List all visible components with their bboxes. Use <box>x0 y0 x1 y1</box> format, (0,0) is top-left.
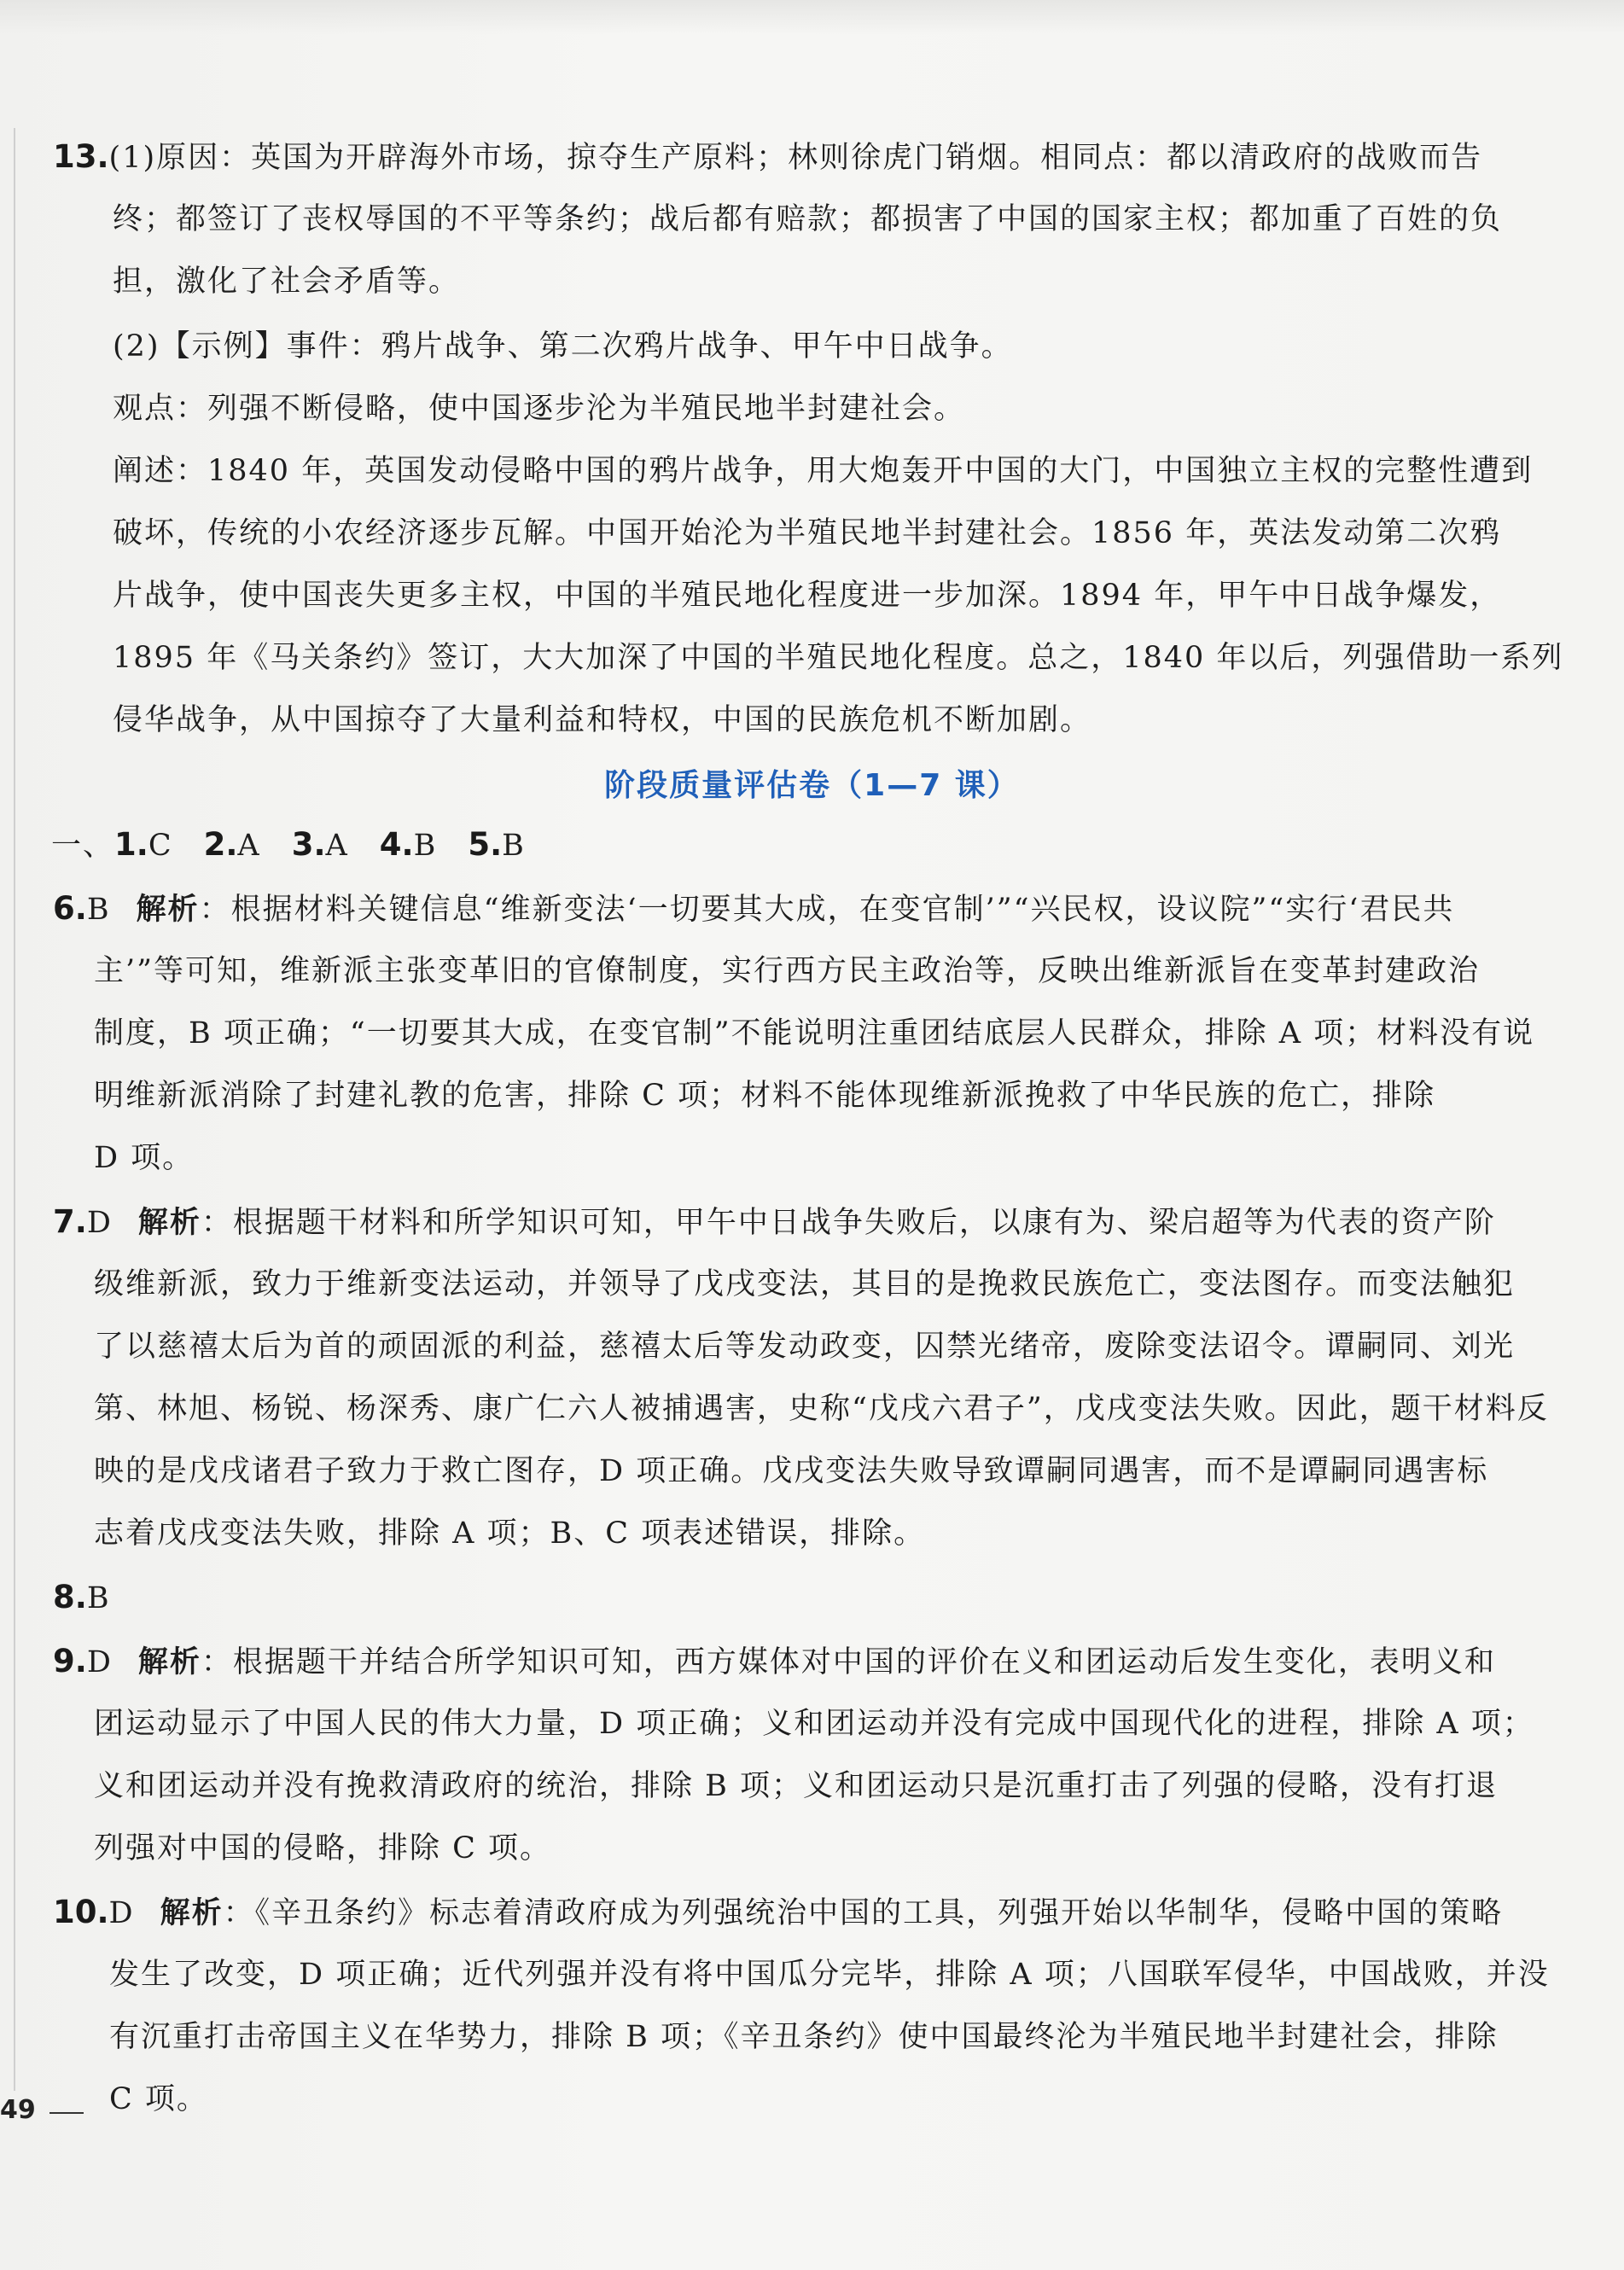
question-8: 8.B <box>53 1579 111 1615</box>
q9-line-1: 9.D 解析：根据题干并结合所学知识可知，西方媒体对中国的评价在义和团运动后发生变化，表明义和 <box>53 1643 1496 1679</box>
q10-line-2: 发生了改变，D 项正确；近代列强并没有将中国瓜分完毕，排除 A 项；八国联军侵华，中国战败，并没 <box>109 1958 1550 1992</box>
q9-line-2: 团运动显示了中国人民的伟大力量，D 项正确；义和团运动并没有完成中国现代化的进程，排除 A 项； <box>94 1707 1534 1741</box>
analysis-label: 解析 <box>137 1645 201 1679</box>
q13-line-2: 终；都签订了丧权辱国的不平等条约；战后都有赔款；都损害了中国的国家主权；都加重了百姓的负 <box>113 202 1503 236</box>
q13-line-7: 破坏，传统的小农经济逐步瓦解。中国开始沦为半殖民地半封建社会。1856 年，英法发动第二次鸦 <box>113 516 1502 550</box>
q6-line-3: 制度，B 项正确；“一切要其大成，在变官制”不能说明注重团结底层人民群众，排除 A 项；材料没有说 <box>94 1016 1535 1051</box>
q7-line-5: 映的是戊戌诸君子致力于救亡图存，D 项正确。戊戌变法失败导致谭嗣同遇害，而不是谭嗣同遇害标 <box>94 1454 1489 1488</box>
q7-line-3: 了以慈禧太后为首的顽固派的利益，慈禧太后等发动政变，囚禁光绪帝，废除变法诏令。谭嗣同、刘光 <box>94 1330 1516 1364</box>
q7-line-4: 第、林旭、杨锐、杨深秀、康广仁六人被捕遇害，史称“戊戌六君子”，戊戌变法失败。因此，题干材料反 <box>94 1392 1549 1426</box>
q13-line-5: 观点：列强不断侵略，使中国逐步沦为半殖民地半封建社会。 <box>113 392 966 426</box>
q6-line-5: D 项。 <box>94 1141 195 1175</box>
q13-number: 13. <box>53 138 109 175</box>
q13-line-3: 担，激化了社会矛盾等。 <box>113 265 461 299</box>
margin-rule <box>14 128 15 2091</box>
q13-line-9: 1895 年《马关条约》签订，大大加深了中国的半殖民地化程度。总之，1840 年以后，列强借助一系列 <box>113 641 1564 675</box>
q10-line-1: 10.D 解析：《辛丑条约》标志着清政府成为列强统治中国的工具，列强开始以华制华，侵略中国的策略 <box>53 1894 1504 1930</box>
q13-line-4: (2)【示例】事件：鸦片战争、第二次鸦片战争、甲午中日战争。 <box>113 329 1013 364</box>
q7-line-2: 级维新派，致力于维新变法运动，并领导了戊戌变法，其目的是挽救民族危亡，变法图存。而变法触犯 <box>94 1267 1516 1301</box>
q6-line-2: 主’”等可知，维新派主张变革旧的官僚制度，实行西方民主政治等，反映出维新派旨在变革封建政治 <box>94 954 1481 988</box>
q13-line-10: 侵华战争，从中国掠夺了大量利益和特权，中国的民族危机不断加剧。 <box>113 703 1092 737</box>
q1-5-answers: 一、1.C 2.A 3.A 4.B 5.B <box>51 826 526 863</box>
part-prefix: 一、 <box>51 829 115 863</box>
q7-line-6: 志着戊戌变法失败，排除 A 项；B、C 项表述错误，排除。 <box>94 1516 926 1551</box>
q13-line-8: 片战争，使中国丧失更多主权，中国的半殖民地化程度进一步加深。1894 年，甲午中日战争爆发， <box>113 579 1502 613</box>
page-number: 49 <box>0 2095 36 2125</box>
analysis-label: 解析 <box>136 893 200 927</box>
analysis-label: 解析 <box>137 1206 201 1240</box>
q13-line-1: 13.(1)原因：英国为开辟海外市场，掠夺生产原料；林则徐虎门销烟。相同点：都以清政府的战败而告 <box>53 138 1483 175</box>
analysis-label: 解析 <box>160 1896 224 1930</box>
q10-line-3: 有沉重打击帝国主义在华势力，排除 B 项；《辛丑条约》使中国最终沦为半殖民地半封建社会，排除 <box>109 2020 1499 2054</box>
section-title: 阶段质量评估卷（1—7 课） <box>604 768 1020 803</box>
q9-line-4: 列强对中国的侵略，排除 C 项。 <box>94 1831 552 1865</box>
q6-line-4: 明维新派消除了封建礼教的危害，排除 C 项；材料不能体现维新派挽救了中华民族的危亡，排除 <box>94 1079 1436 1113</box>
scan-shadow <box>0 0 1624 34</box>
q10-line-4: C 项。 <box>109 2082 208 2116</box>
q7-line-1: 7.D 解析：根据题干材料和所学知识可知，甲午中日战争失败后，以康有为、梁启超等为代表的资产阶 <box>53 1203 1496 1240</box>
q6-line-1: 6.B 解析：根据材料关键信息“维新变法‘一切要其大成，在变官制’”“兴民权，设议院”“实行‘君民共 <box>53 890 1455 927</box>
q13-line-6: 阐述：1840 年，英国发动侵略中国的鸦片战争，用大炮轰开中国的大门，中国独立主权的完整性遭到 <box>113 454 1534 488</box>
page-number-rule <box>49 2112 84 2114</box>
q9-line-3: 义和团运动并没有挽救清政府的统治，排除 B 项；义和团运动只是沉重打击了列强的侵略，没有打退 <box>94 1769 1498 1803</box>
